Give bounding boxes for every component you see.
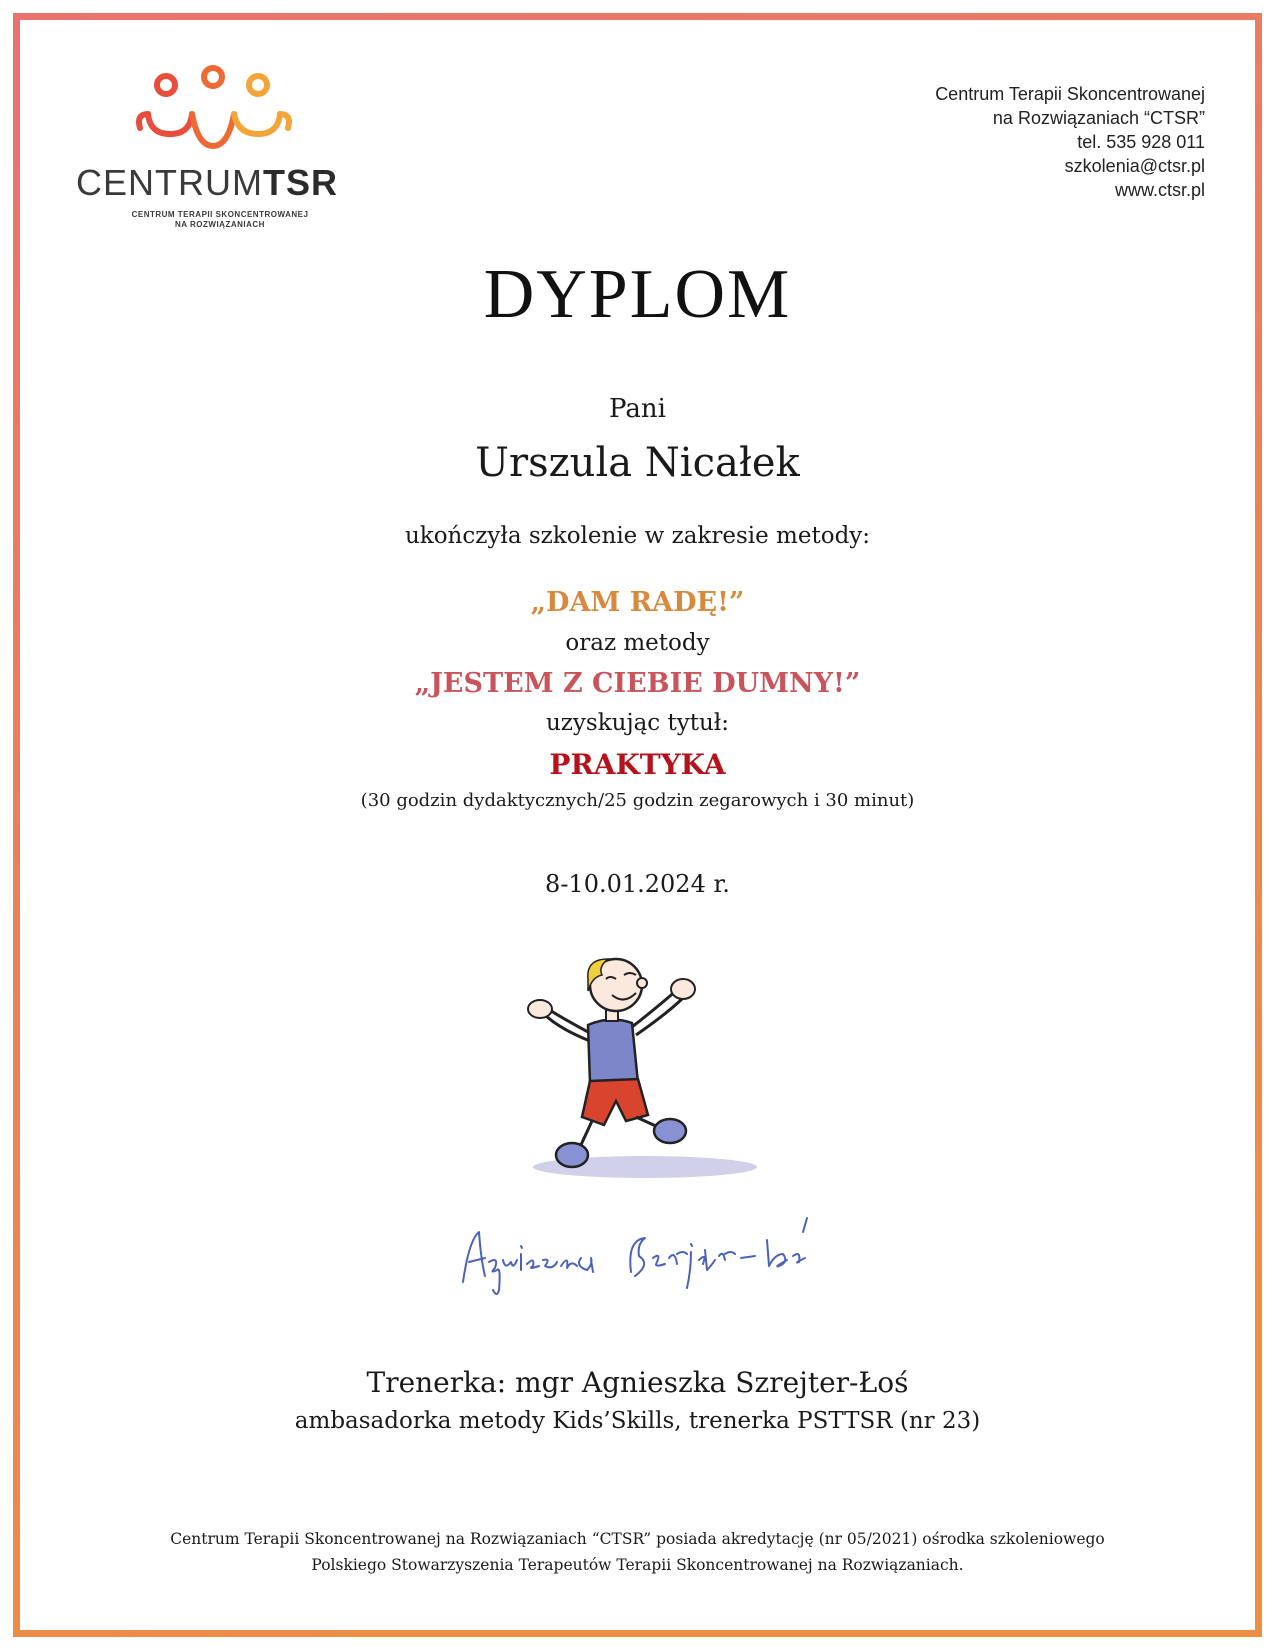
diploma-title: DYPLOM [483,256,792,333]
contact-website: www.ctsr.pl [1114,180,1205,200]
logo-wordmark: CENTRUMTSR [76,162,338,203]
trainer-name: Trenerka: mgr Agnieszka Szrejter-Łoś [366,1366,909,1399]
training-hours: (30 godzin dydaktycznych/25 godzin zegarowych i 30 minut) [360,790,915,811]
contact-phone: tel. 535 928 011 [1077,132,1205,152]
method-name-2: „JESTEM Z CIEBIE DUMNY!” [414,668,861,699]
trainer-signature [455,1210,820,1300]
footer-line-1: Centrum Terapii Skoncentrowanej na Rozwiązaniach “CTSR” posiada akredytację (nr 05/2021) ośrodka szkoleniowego [170,1530,1105,1548]
contact-org-line1: Centrum Terapii Skoncentrowanej [935,84,1205,104]
ctsr-logo [70,62,360,232]
training-date: 8-10.01.2024 r. [545,870,730,898]
conjunction-text: oraz metody [565,630,710,656]
contact-email: szkolenia@ctsr.pl [1064,156,1205,176]
footer-line-2: Polskiego Stowarzyszenia Terapeutów Terapii Skoncentrowanej na Rozwiązaniach. [311,1556,964,1574]
logo-figures-icon [70,62,360,162]
method-name-1: „DAM RADĘ!” [530,587,745,618]
obtaining-text: uzyskując tytuł: [545,710,729,736]
accreditation-footer [0,1526,1275,1578]
happy-boy-illustration [520,955,765,1190]
recipient-name: Urszula Nicałek [475,440,800,486]
trainer-role: ambasadorka metody Kids’Skills, trenerka PSTTSR (nr 23) [294,1408,981,1434]
contact-info [805,82,1205,202]
contact-org-line2: na Rozwiązaniach “CTSR” [992,108,1205,128]
completed-text: ukończyła szkolenie w zakresie metody: [404,523,871,549]
salutation: Pani [609,394,666,424]
awarded-title: PRAKTYKA [549,748,726,781]
logo-subtitle: CENTRUM TERAPII SKONCENTROWANEJ NA ROZWIĄZANIACH [131,210,309,229]
